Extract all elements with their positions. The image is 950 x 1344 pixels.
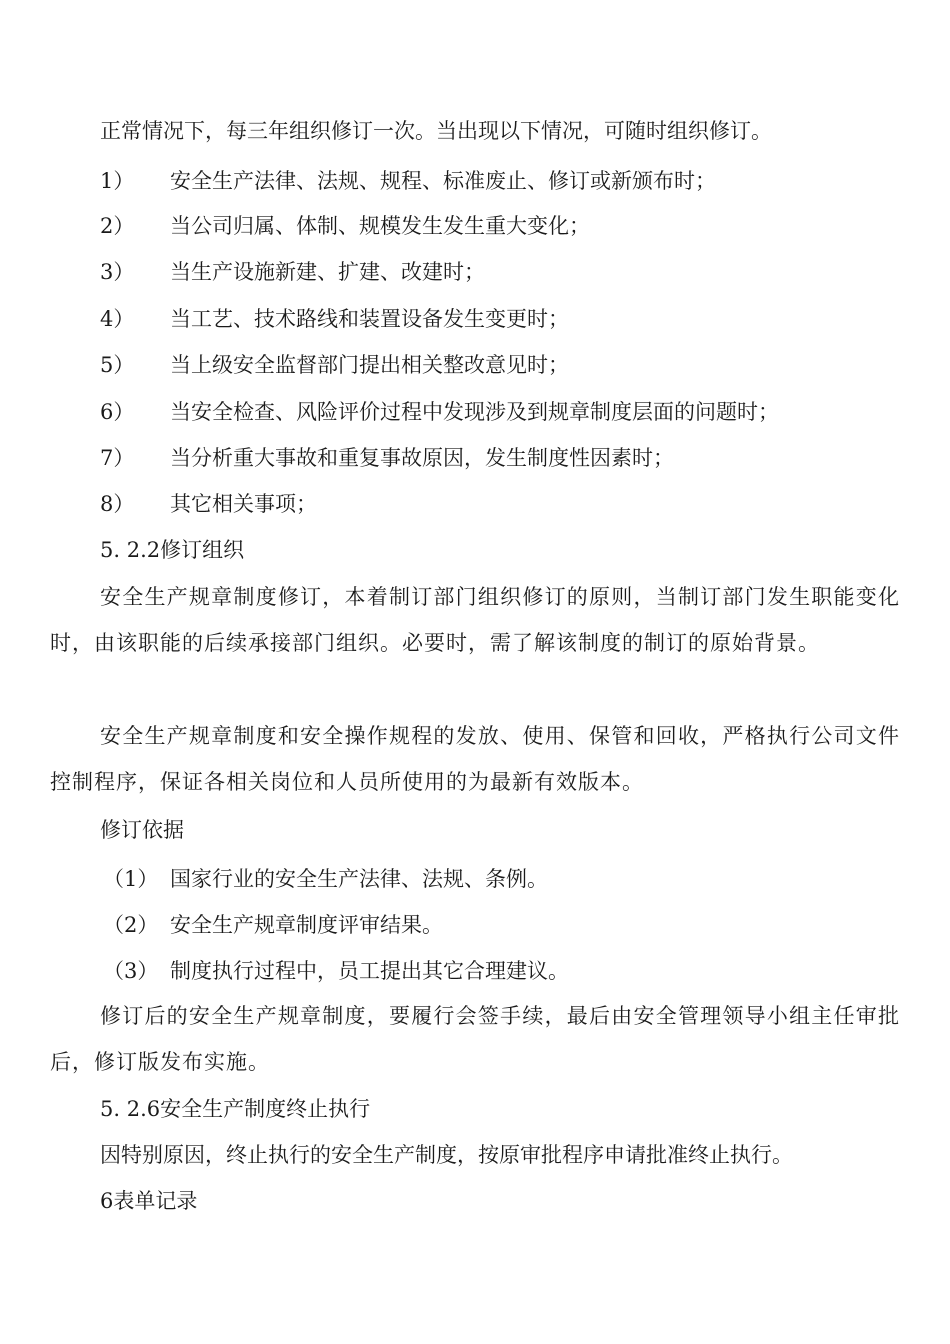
list-item-number: 7） [100, 446, 135, 470]
list-item-number: 8） [100, 492, 135, 516]
list-item-text: 当公司归属、体制、规模发生发生重大变化； [170, 214, 590, 238]
list-item-text: 当分析重大事故和重复事故原因，发生制度性因素时； [170, 446, 674, 470]
list-item-number: （2） [103, 913, 159, 937]
intro-text: 正常情况下，每三年组织修订一次。当出现以下情况，可随时组织修订。 [100, 119, 772, 143]
paragraph-termination: 因特别原因，终止执行的安全生产制度，按原审批程序申请批准终止执行。 [100, 1143, 793, 1167]
list-item-text: 当生产设施新建、扩建、改建时； [170, 260, 485, 284]
list-item-text: 其它相关事项； [170, 492, 317, 516]
section-heading-5-2-6: 5. 2.6安全生产制度终止执行 [100, 1097, 371, 1121]
list-item-number: 5） [100, 353, 135, 377]
list-item-number: 4） [100, 307, 135, 331]
list-item-number: （3） [103, 959, 159, 983]
list-item-text: 安全生产法律、法规、规程、标准废止、修订或新颁布时； [170, 169, 716, 193]
list-item-text: 当安全检查、风险评价过程中发现涉及到规章制度层面的问题时； [170, 400, 779, 424]
basis-heading: 修订依据 [100, 818, 184, 842]
list-item-text: 安全生产规章制度评审结果。 [170, 913, 443, 937]
list-item-number: （1） [103, 867, 159, 891]
section-heading-5-2-2: 5. 2.2修订组织 [100, 538, 245, 562]
list-item-text: 当上级安全监督部门提出相关整改意见时； [170, 353, 569, 377]
list-item-number: 3） [100, 260, 135, 284]
paragraph-document-control: 安全生产规章制度和安全操作规程的发放、使用、保管和回收，严格执行公司文件控制程序，保证各相关岗位和人员所使用的为最新有效版本。 [50, 724, 900, 794]
list-item-text: 当工艺、技术路线和装置设备发生变更时； [170, 307, 569, 331]
paragraph-countersign: 修订后的安全生产规章制度，要履行会签手续，最后由安全管理领导小组主任审批后，修订版发布实施。 [50, 1004, 900, 1074]
list-item-number: 1） [100, 169, 135, 193]
section-heading-6: 6表单记录 [100, 1189, 198, 1213]
paragraph-revision-organization: 安全生产规章制度修订，本着制订部门组织修订的原则，当制订部门发生职能变化时，由该职能的后续承接部门组织。必要时，需了解该制度的制订的原始背景。 [50, 585, 900, 655]
list-item-text: 制度执行过程中，员工提出其它合理建议。 [170, 959, 569, 983]
list-item-text: 国家行业的安全生产法律、法规、条例。 [170, 867, 548, 891]
list-item-number: 2） [100, 214, 135, 238]
list-item-number: 6） [100, 400, 135, 424]
